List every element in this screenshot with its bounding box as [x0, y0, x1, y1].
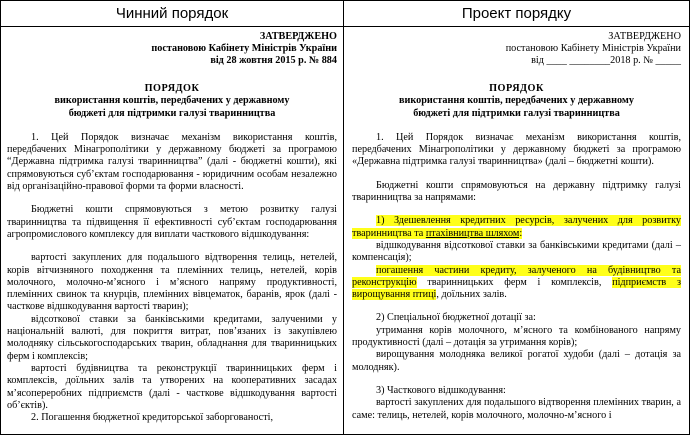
direction-1: [352, 215, 681, 240]
highlight: підприємств з вирощування птиці: [352, 276, 681, 301]
approval-date: від 28 жовтня 2015 р. № 884: [210, 55, 337, 66]
approval-date: від ____ ________2018 р. № _____: [531, 55, 681, 66]
highlight: погашення частини кредиту, залученого на будівництво та реконструкцію: [352, 264, 681, 288]
direction-1b: [352, 265, 681, 302]
table-header-row: [1, 1, 689, 27]
document-subtitle-2: бюджеті для підтримки галузі тваринництва: [413, 107, 620, 119]
approval-stamp: ЗАТВЕРДЖЕНО: [259, 31, 337, 42]
document-subtitle-1: використання коштів, передбачених у державному: [399, 95, 634, 107]
paragraph: вартості закуплених для подальшого відтворення телиць, нетелей, корів вітчизняного походження та племінних телиць, нетелей, корів молочного, молочно-м’ясного і м’ясного напряму продуктивності, племінних свинок та кнурців, племінних вівцематок, баранів, ярок (далі - часткове відшкодування вартості тварин);: [7, 252, 337, 313]
paragraph: 1. Цей Порядок визначає механізм використання коштів, передбачених Мінагрополітики у державному бюджеті за програмою «Державна підтримка галузі тваринництва» (далі – бюджетні кошти).: [352, 131, 681, 168]
approval-block: [7, 31, 337, 67]
highlight: 1) Здешевлення кредитних ресурсів, залучених для розвитку тваринництва та: [352, 215, 681, 239]
approval-authority: постановою Кабінету Міністрів України: [151, 43, 337, 54]
direction-1a: відшкодування відсоткової ставки за банківськими кредитами (далі – компенсація);: [352, 239, 681, 264]
document-title: ПОРЯДОК: [144, 83, 200, 94]
approval-stamp: ЗАТВЕРДЖЕНО: [608, 31, 681, 42]
plain-text: , доїльних залів.: [436, 289, 507, 301]
table-body-row: [1, 27, 689, 434]
underlined-highlight: птахівництва шляхом: [425, 227, 520, 239]
paragraph: 2. Погашення бюджетної кредиторської заборгованості,: [31, 412, 274, 424]
document-subtitle-1: використання коштів, передбачених у державному: [54, 95, 290, 107]
plain-text: тваринницьких ферм і комплексів,: [416, 276, 613, 288]
direction-3: 3) Часткового відшкодування:: [376, 384, 506, 396]
paragraph: відсоткової ставки за банківськими кредитами, залученими у національній валюті, для покриття витрат, пов’язаних із закупівлею молодняку сільськогосподарських тварин, обладнання для тваринницьких ферм і комплексів;: [7, 313, 337, 362]
highlight: :: [519, 227, 523, 239]
direction-2a: утримання корів молочного, м’ясного та комбінованого напряму продуктивності (далі – дотація за утримання корів);: [352, 324, 681, 349]
paragraph: Бюджетні кошти спрямовуються на державну підтримку галузі тваринництва за напрямами:: [352, 179, 681, 204]
direction-2: 2) Спеціальної бюджетної дотації за:: [376, 312, 536, 324]
direction-2b: вирощування молодняка великої рогатої худоби (далі – дотація за молодняк).: [352, 349, 681, 373]
column-heading-draft: Проект порядку: [461, 5, 572, 22]
approval-authority: постановою Кабінету Міністрів України: [505, 43, 681, 54]
document-title: ПОРЯДОК: [489, 83, 544, 94]
paragraph: вартості будівництва та реконструкції тваринницьких ферм і комплексів, доїльних залів та утворених на кооперативних засадах м’ясопереробних підприємств (далі - часткове відшкодування вартості об’єктів).: [7, 362, 337, 411]
approval-block: [352, 31, 681, 67]
paragraph: 1. Цей Порядок визначає механізм використання коштів, передбачених Мінагрополітики у державному бюджеті за програмою “Державна підтримка галузі тваринництва” (далі - бюджетні кошти), які спрямовуються суб’єктам господарювання - юридичним особам незалежно від організаційно-правової форми та форми власності.: [7, 131, 337, 193]
direction-3a: вартості закуплених для подальшого відтворення племінних тварин, а саме: телиць, нетелей, корів молочного, молочно-м’ясного і: [352, 397, 681, 421]
column-heading-current: Чинний порядок: [1, 1, 344, 26]
current-column: [1, 27, 344, 434]
paragraph: Бюджетні кошти спрямовуються з метою розвитку галузі тваринництва та підвищення її ефективності суб’єктам господарювання агропромислового комплексу для виплати часткового відшкодування:: [7, 204, 337, 240]
draft-column: [344, 27, 689, 434]
document-subtitle-2: бюджеті для підтримки галузі тваринництва: [68, 107, 276, 119]
